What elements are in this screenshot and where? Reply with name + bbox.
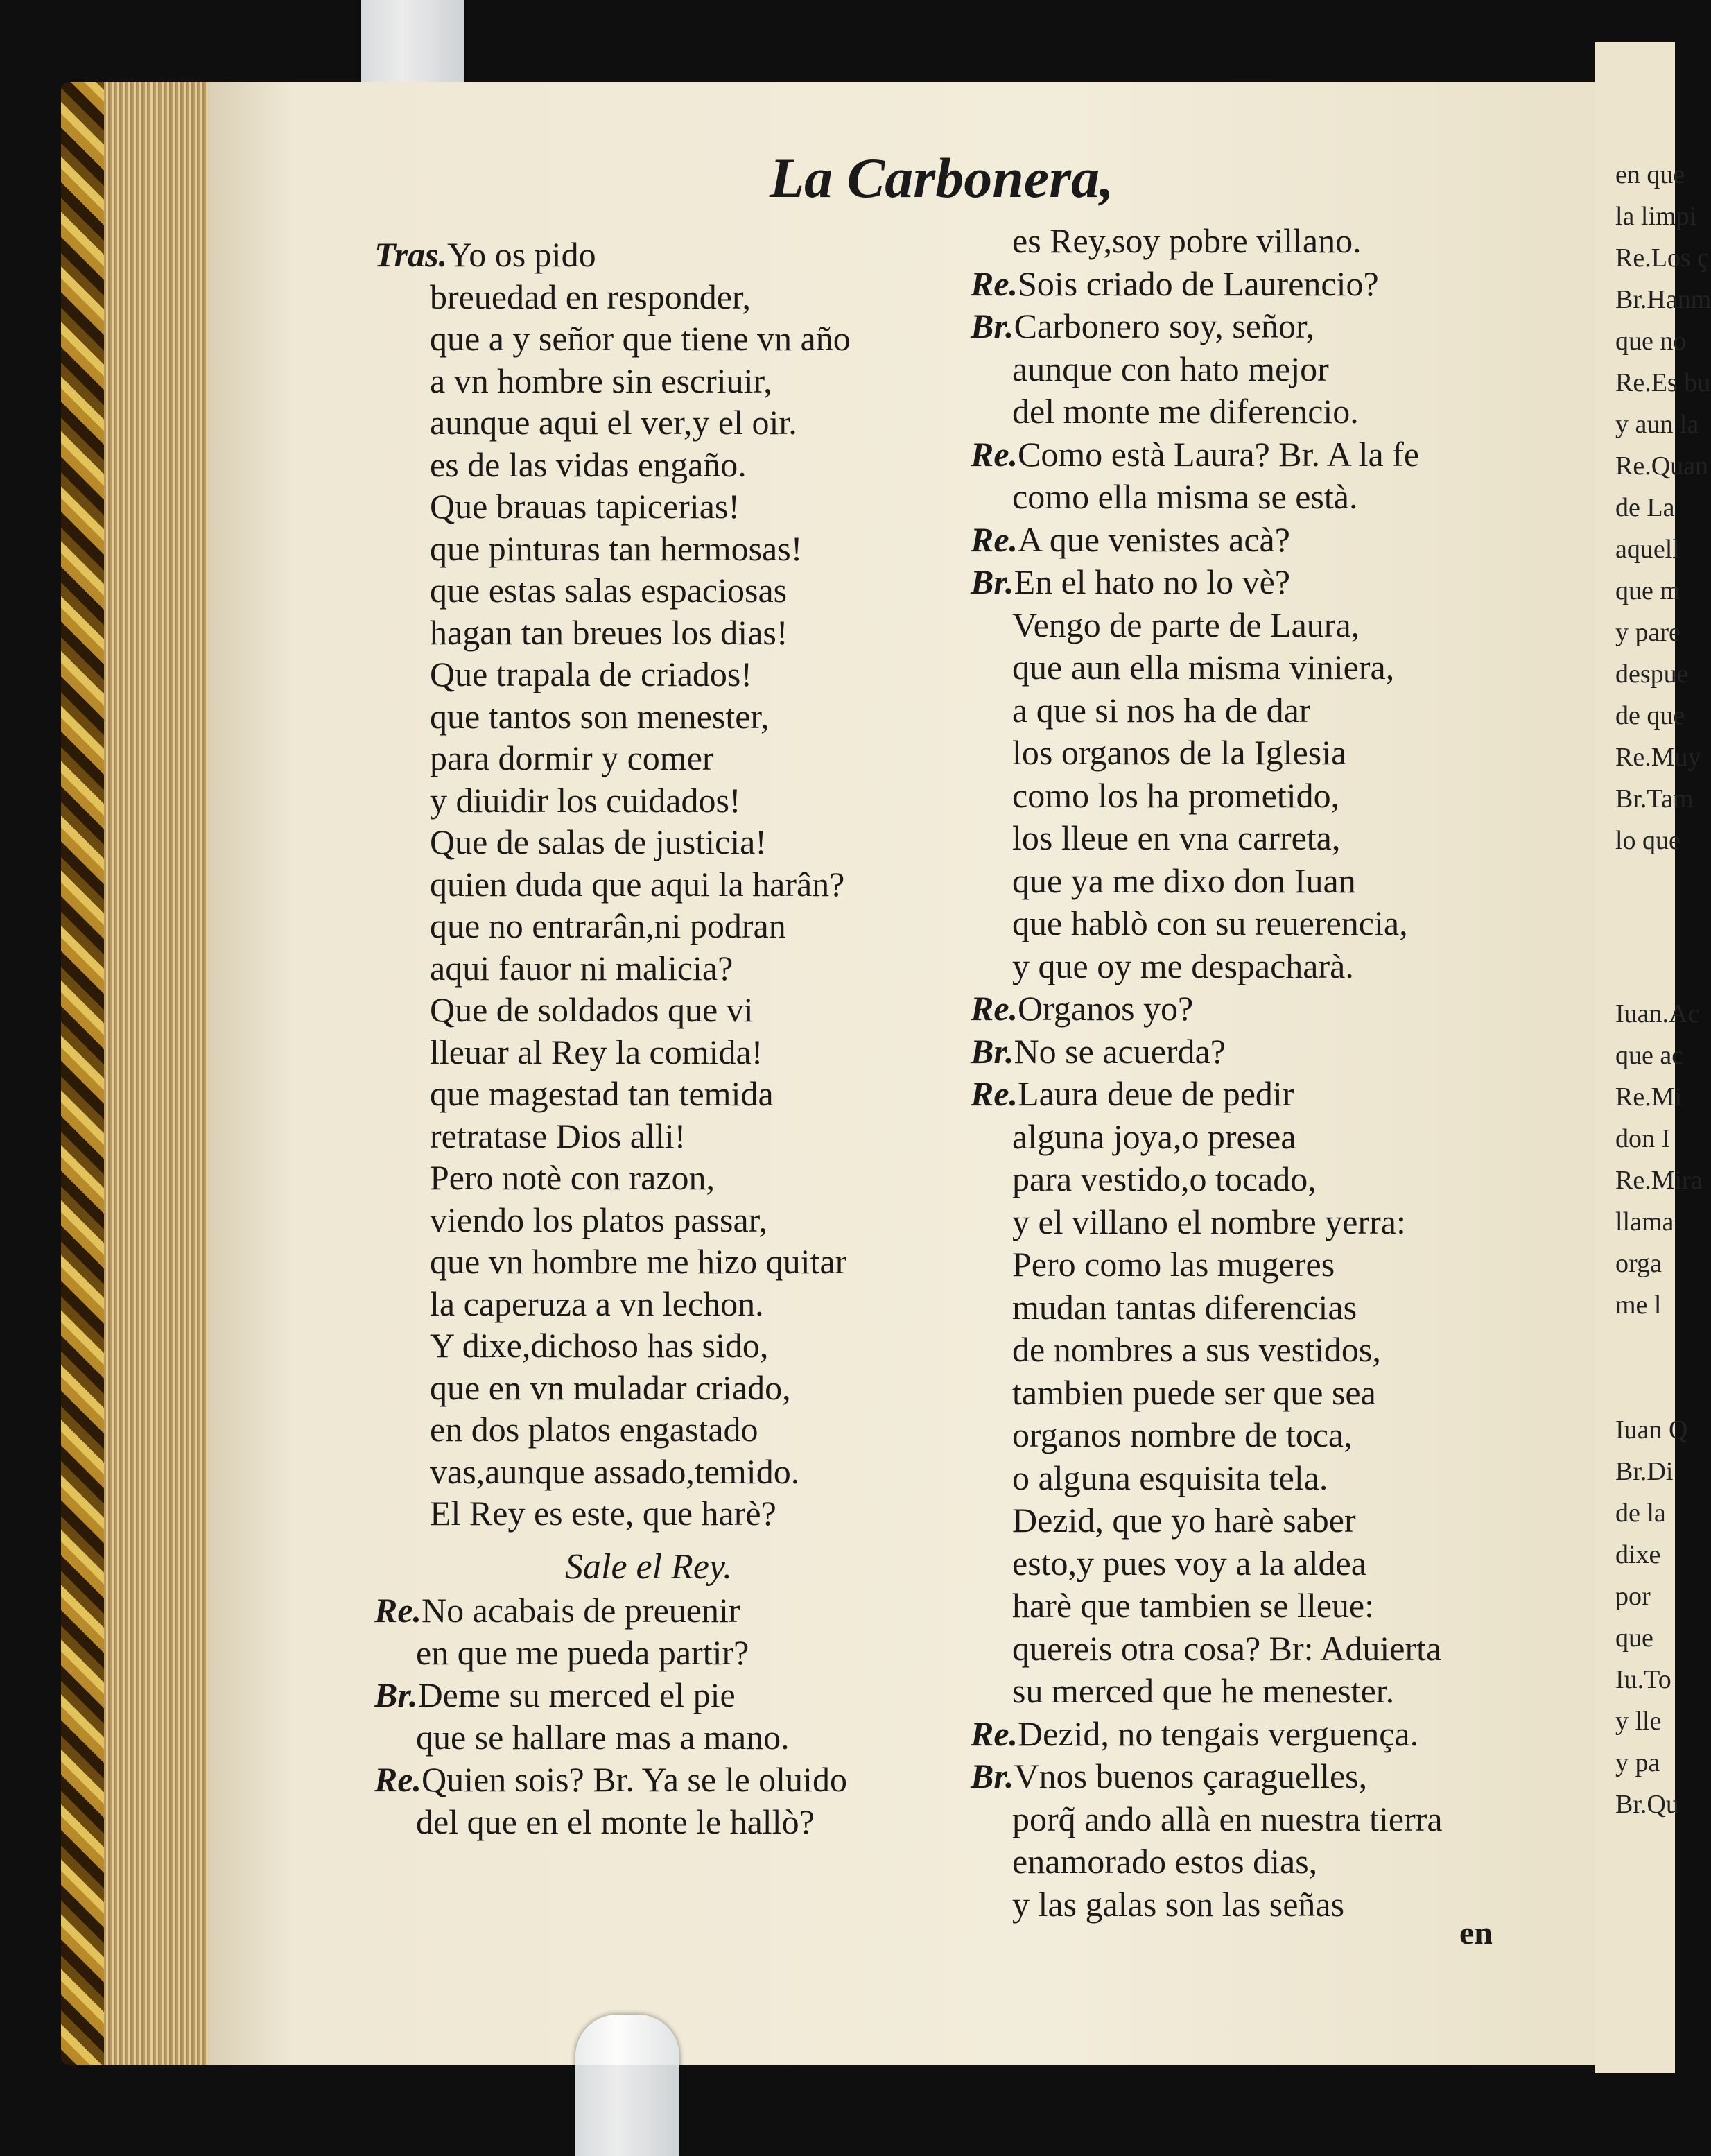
verse-text: Sois criado de Laurencio?: [1018, 264, 1379, 303]
verse-line: [430, 1116, 686, 1156]
verse-line: [430, 528, 802, 569]
verse-line: [971, 1756, 1367, 1796]
facing-page-line: Re.Muy: [1615, 743, 1701, 772]
verse-text: En el hato no lo vè?: [1014, 562, 1291, 601]
verse-line: [1012, 476, 1357, 517]
catchword: en: [1459, 1915, 1493, 1951]
speaker-label: Re.: [971, 264, 1018, 303]
verse-text: enamorado estos dias,: [1012, 1842, 1318, 1881]
verse-line: [1012, 647, 1394, 687]
verse-text: quereis otra cosa? Br: Aduierta: [1012, 1628, 1442, 1668]
verse-text: No acabais de preuenir: [422, 1591, 740, 1630]
verse-text: que a y señor que tiene vn año: [430, 319, 851, 358]
verse-text: que aun ella misma viniera,: [1012, 648, 1395, 687]
verse-text: Quien sois? Br. Ya se le oluido: [422, 1760, 847, 1799]
facing-page-line: que: [1615, 1623, 1653, 1653]
verse-text: Yo os pido: [447, 235, 596, 274]
verse-line: [430, 1032, 763, 1072]
verse-text: Organos yo?: [1018, 989, 1194, 1028]
running-title: La Carbonera,: [770, 146, 1114, 209]
verse-text: Deme su merced el pie: [417, 1675, 736, 1714]
verse-text: breuedad en responder,: [430, 277, 752, 316]
verse-text: lleuar al Rey la comida!: [430, 1032, 763, 1071]
facing-page-line: Re.Es bu: [1615, 368, 1711, 397]
verse-line: [416, 1802, 815, 1842]
verse-text: No se acuerda?: [1014, 1031, 1226, 1071]
verse-line: [1012, 903, 1408, 943]
verse-text: del monte me diferencio.: [1012, 392, 1359, 431]
verse-line: [971, 306, 1314, 346]
verse-line: [430, 570, 787, 610]
verse-line: [430, 1284, 764, 1324]
facing-page-line: que m: [1615, 576, 1680, 605]
facing-page-line: Iuan.Ac: [1615, 999, 1700, 1028]
verse-line: [1012, 221, 1362, 261]
verse-text: es de las vidas engaño.: [430, 445, 747, 484]
facing-page-fragment: [1595, 42, 1711, 2073]
verse-text: Y dixe,dichoso has sido,: [430, 1326, 769, 1365]
verse-text: Que de salas de justicia!: [430, 822, 767, 861]
verse-text: tambien puede ser que sea: [1012, 1372, 1376, 1412]
verse-text: Pero notè con razon,: [430, 1158, 715, 1197]
verse-line: [971, 434, 1419, 474]
page-clip-bottom: [575, 2015, 679, 2156]
verse-text: en dos platos engastado: [430, 1410, 758, 1449]
verse-text: y el villano el nombre yerra:: [1012, 1202, 1406, 1241]
facing-page-line: Br.Di: [1615, 1457, 1674, 1486]
verse-line: [374, 1759, 847, 1800]
verse-line: [971, 562, 1290, 602]
verse-line: [374, 1590, 740, 1630]
speaker-label: Re.: [374, 1760, 422, 1799]
verse-line: [430, 402, 797, 442]
facing-page-line: don I: [1615, 1124, 1671, 1153]
verse-text: retratase Dios alli!: [430, 1116, 686, 1155]
verse-line: [1012, 1458, 1328, 1498]
verse-text: es Rey,soy pobre villano.: [1012, 221, 1362, 260]
verse-text: Pero como las mugeres: [1012, 1245, 1335, 1284]
verse-line: [1012, 1799, 1443, 1839]
verse-text: Carbonero soy, señor,: [1014, 307, 1315, 345]
speaker-label: Re.: [374, 1591, 422, 1630]
verse-text: A que venistes acà?: [1018, 519, 1290, 559]
facing-page-line: dixe: [1615, 1540, 1661, 1569]
verse-line: [971, 1714, 1418, 1754]
verse-text: la caperuza a vn lechon.: [430, 1284, 764, 1323]
verse-text: como los ha prometido,: [1012, 775, 1340, 815]
speaker-label: Tras.: [374, 235, 448, 274]
speaker-label: Re.: [971, 989, 1018, 1028]
facing-page-line: Iuan Q: [1615, 1415, 1688, 1444]
verse-line: [430, 948, 733, 988]
verse-line: [430, 1200, 767, 1240]
verse-text: los organos de la Iglesia: [1012, 733, 1347, 772]
facing-page-line: la limpi: [1615, 202, 1697, 231]
facing-page-line: en que: [1615, 160, 1685, 189]
speaker-label: Re.: [971, 1074, 1018, 1113]
verse-line: [1012, 1202, 1406, 1242]
verse-line: [430, 906, 786, 946]
facing-page-line: Re.Mira: [1615, 1166, 1703, 1195]
verse-text: aunque aqui el ver,y el oir.: [430, 403, 797, 442]
verse-text: que tantos son menester,: [430, 696, 770, 736]
verse-line: [430, 1368, 791, 1408]
verse-text: que vn hombre me hizo quitar: [430, 1242, 847, 1281]
verse-line: [430, 654, 752, 694]
verse-text: alguna joya,o presea: [1012, 1116, 1296, 1156]
verse-line: [1012, 1585, 1374, 1625]
verse-text: hagan tan breues los dias!: [430, 612, 788, 652]
facing-page-line: y pare: [1615, 618, 1680, 647]
verse-line: [971, 519, 1290, 560]
verse-line: [1012, 861, 1356, 901]
verse-line: [1012, 818, 1340, 858]
verse-line: [1012, 391, 1359, 431]
facing-page-line: aquell: [1615, 535, 1680, 564]
verse-text: que ya me dixo don Iuan: [1012, 861, 1356, 900]
facing-page-line: lo que: [1615, 826, 1680, 855]
facing-page-line: Br.Qu: [1615, 1790, 1679, 1819]
verse-line: [1012, 1671, 1394, 1711]
facing-page-line: Br.Hanm: [1615, 285, 1711, 314]
verse-text: Que de soldados que vi: [430, 990, 754, 1029]
page-edges: [104, 82, 225, 2065]
verse-text: El Rey es este, que harè?: [430, 1494, 776, 1533]
facing-page-line: orga: [1615, 1249, 1662, 1278]
facing-page-line: despue: [1615, 659, 1689, 689]
verse-line: [430, 318, 851, 359]
verse-text: harè que tambien se lleue:: [1012, 1586, 1374, 1625]
verse-line: [430, 1073, 774, 1114]
verse-line: [430, 822, 767, 862]
verse-line: [1012, 1628, 1441, 1668]
verse-text: que en vn muladar criado,: [430, 1368, 791, 1407]
verse-line: [430, 738, 714, 778]
facing-page-line: Re.Los ç: [1615, 243, 1710, 273]
speaker-label: Re.: [971, 519, 1018, 559]
speaker-label: Br.: [971, 1757, 1014, 1795]
verse-line: [1012, 732, 1346, 773]
verse-line: [416, 1632, 749, 1673]
verse-line: [430, 612, 788, 653]
verse-line: [430, 990, 754, 1030]
verse-line: [1012, 1159, 1317, 1199]
verse-text: o alguna esquisita tela.: [1012, 1458, 1328, 1497]
verse-line: [1012, 349, 1329, 389]
verse-text: de nombres a sus vestidos,: [1012, 1330, 1381, 1369]
verse-line: [1012, 690, 1310, 730]
verse-text: aqui fauor ni malicia?: [430, 948, 733, 988]
facing-page-line: de la: [1615, 1499, 1666, 1528]
verse-line: [971, 1073, 1294, 1114]
verse-text: que estas salas espaciosas: [430, 571, 788, 610]
verse-text: a que si nos ha de dar: [1012, 690, 1311, 730]
verse-line: [430, 780, 741, 820]
verse-line: [1012, 775, 1339, 816]
verse-text: organos nombre de toca,: [1012, 1415, 1353, 1454]
verse-text: que no entrarân,ni podran: [430, 906, 786, 945]
verse-text: y diuidir los cuidados!: [430, 780, 741, 820]
verse-text: vas,aunque assado,temido.: [430, 1451, 800, 1491]
verse-line: [430, 864, 844, 904]
verse-line: [1012, 1841, 1317, 1881]
verse-text: mudan tantas diferencias: [1012, 1287, 1357, 1327]
facing-page-line: me l: [1615, 1291, 1662, 1320]
facing-page-line: Re.Quan: [1615, 451, 1709, 481]
verse-line: [430, 445, 747, 485]
verse-line: [430, 277, 751, 317]
verse-line: [1012, 1372, 1376, 1413]
verse-text: Laura deue de pedir: [1018, 1074, 1294, 1113]
verse-line: [430, 1409, 758, 1449]
verse-line: [1012, 1884, 1344, 1924]
verse-line: [1012, 946, 1354, 986]
facing-page-line: y pa: [1615, 1748, 1660, 1777]
facing-page-line: Re.Mi: [1615, 1083, 1683, 1112]
verse-text: Vnos buenos çaraguelles,: [1014, 1757, 1368, 1795]
verse-text: Vengo de parte de Laura,: [1012, 605, 1360, 644]
verse-text: Que brauas tapicerias!: [430, 487, 740, 526]
speaker-label: Br.: [374, 1675, 418, 1714]
verse-text: para vestido,o tocado,: [1012, 1159, 1317, 1198]
verse-text: a vn hombre sin escriuir,: [430, 361, 772, 400]
speaker-label: Br.: [971, 562, 1014, 601]
verse-text: aunque con hato mejor: [1012, 349, 1329, 388]
verse-line: [430, 1157, 715, 1198]
facing-page-line: Iu.To: [1615, 1665, 1671, 1694]
verse-line: [971, 264, 1379, 304]
verse-line: [430, 361, 772, 401]
speaker-label: Re.: [971, 434, 1018, 474]
verse-line: [430, 486, 740, 526]
verse-line: [430, 1451, 799, 1492]
verse-text: que pinturas tan hermosas!: [430, 528, 803, 568]
facing-page-line: Br.Tam: [1615, 784, 1694, 813]
verse-line: [1012, 1116, 1296, 1157]
verse-text: viendo los platos passar,: [430, 1200, 767, 1239]
stage-direction: Sale el Rey.: [565, 1547, 733, 1587]
verse-line: [1012, 1543, 1366, 1583]
speaker-label: Br.: [971, 307, 1014, 345]
verse-line: [374, 234, 596, 275]
verse-text: como ella misma se està.: [1012, 477, 1358, 516]
verse-text: Dezid, que yo harè saber: [1012, 1501, 1356, 1540]
verse-line: [430, 1493, 776, 1533]
verse-text: esto,y pues voy a la aldea: [1012, 1543, 1366, 1582]
facing-page-line: por: [1615, 1582, 1651, 1611]
speaker-label: Re.: [971, 1714, 1018, 1753]
verse-line: [1012, 1287, 1357, 1327]
facing-page-line: llama: [1615, 1207, 1674, 1236]
verse-text: que se hallare mas a mano.: [416, 1718, 790, 1757]
verse-text: Que trapala de criados!: [430, 655, 753, 693]
verse-line: [971, 988, 1193, 1028]
verse-line: [1012, 1500, 1356, 1540]
verse-text: y las galas son las señas: [1012, 1884, 1345, 1924]
verse-text: para dormir y comer: [430, 739, 714, 777]
verse-text: porq̃ ando allà en nuestra tierra: [1012, 1799, 1443, 1838]
facing-page-line: que no: [1615, 327, 1687, 356]
speaker-label: Br.: [971, 1031, 1014, 1071]
verse-text: del que en el monte le hallò?: [416, 1802, 815, 1841]
verse-line: [1012, 1244, 1335, 1284]
verse-text: Como està Laura? Br. A la fe: [1018, 434, 1420, 474]
verse-text: que magestad tan temida: [430, 1074, 774, 1113]
verse-line: [1012, 1329, 1381, 1370]
facing-page-line: de que: [1615, 701, 1685, 730]
verse-line: [1012, 1415, 1353, 1455]
verse-text: en que me pueda partir?: [416, 1633, 749, 1672]
verse-line: [416, 1717, 790, 1757]
verse-line: [1012, 605, 1360, 645]
verse-line: [430, 696, 770, 736]
facing-page-line: y aun la: [1615, 410, 1699, 439]
verse-text: y que oy me despacharà.: [1012, 946, 1354, 985]
facing-page-line: y lle: [1615, 1707, 1662, 1736]
verse-text: Dezid, no tengais verguença.: [1018, 1714, 1419, 1753]
verse-line: [971, 1031, 1226, 1071]
facing-page-line: que ac: [1615, 1041, 1684, 1070]
verse-text: que hablò con su reuerencia,: [1012, 904, 1408, 942]
verse-text: su merced que he menester.: [1012, 1671, 1395, 1710]
facing-page-line: de La: [1615, 493, 1675, 522]
verse-text: los lleue en vna carreta,: [1012, 818, 1341, 857]
verse-line: [430, 1241, 846, 1282]
verse-line: [374, 1675, 736, 1715]
verse-text: quien duda que aqui la harân?: [430, 864, 845, 904]
verse-line: [430, 1325, 768, 1365]
